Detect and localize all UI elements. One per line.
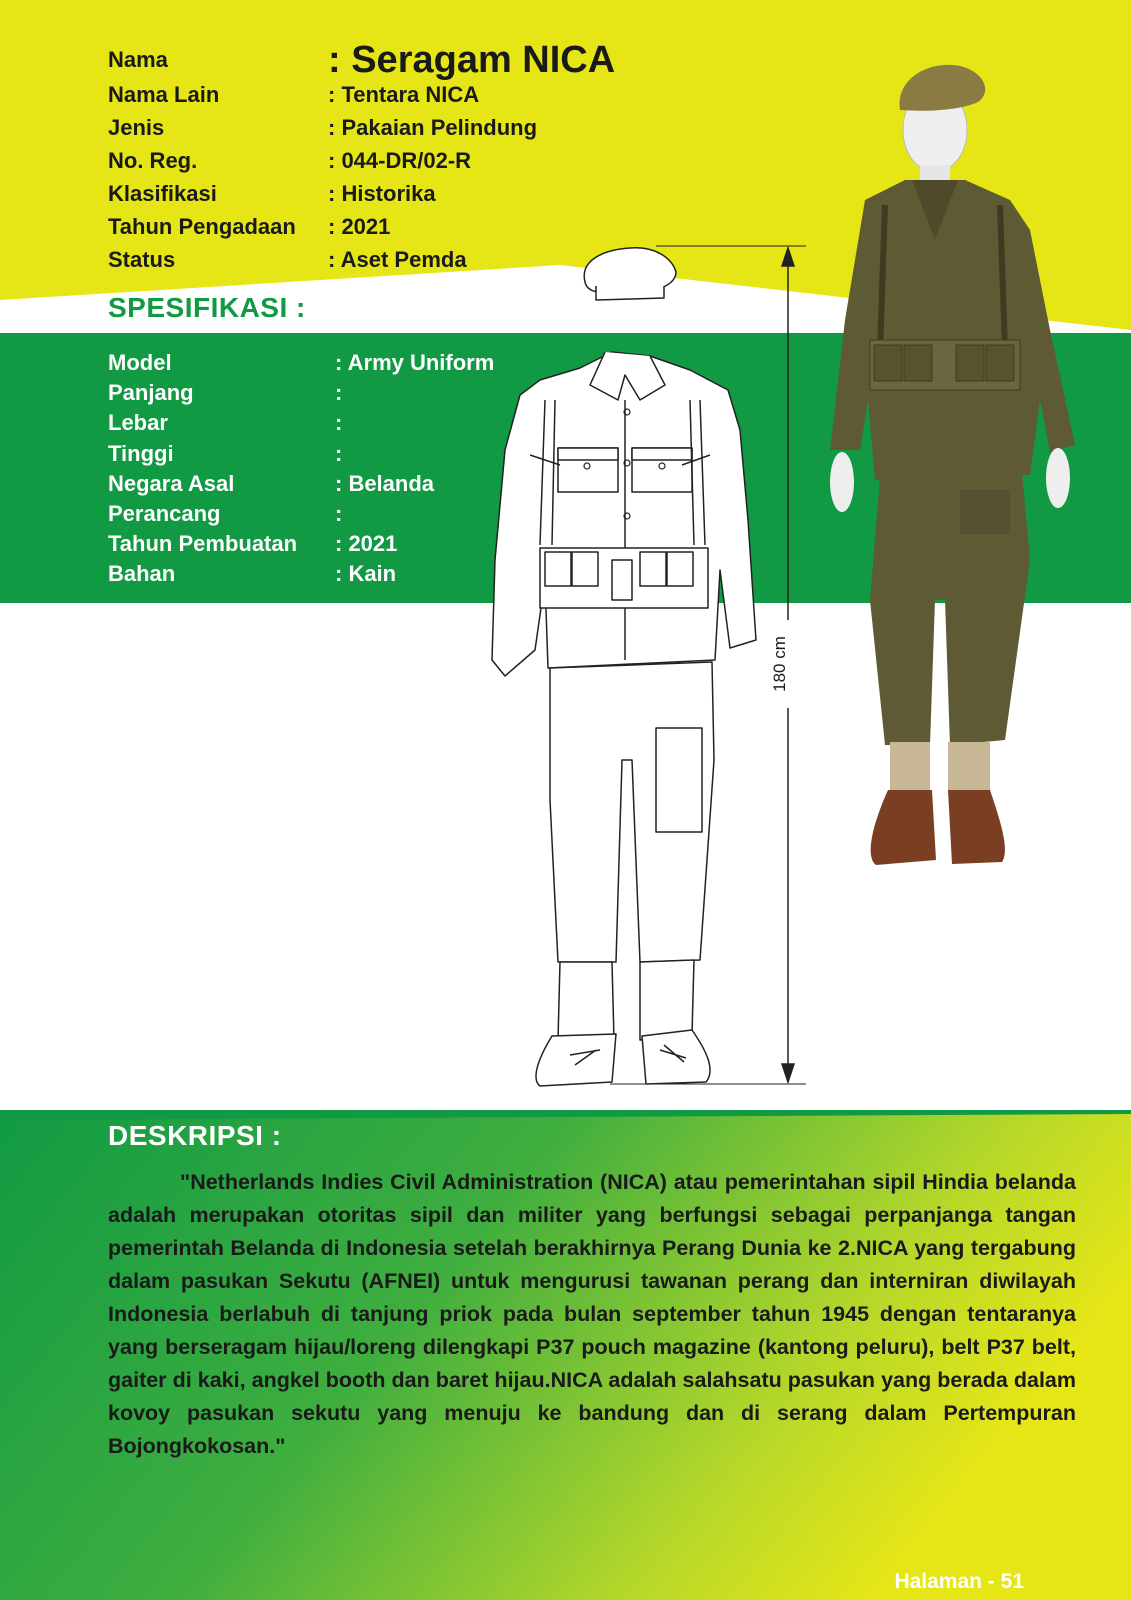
spec-key: Panjang xyxy=(108,380,194,406)
spec-value: : xyxy=(335,501,343,527)
spec-key: Tahun Pembuatan xyxy=(108,531,298,557)
spec-key: Negara Asal xyxy=(108,470,235,496)
spec-key: Tinggi xyxy=(108,440,174,466)
identity-key: Klasifikasi xyxy=(108,180,217,206)
identity-value: : 044-DR/02-R xyxy=(328,147,472,173)
spec-key: Perancang xyxy=(108,501,221,527)
spec-value: : Army Uniform xyxy=(335,350,495,376)
identity-value: : Historika xyxy=(328,180,436,206)
spec-key: Model xyxy=(108,350,172,376)
identity-value: : Tentara NICA xyxy=(328,81,480,107)
identity-key: Jenis xyxy=(108,114,165,140)
identity-key: No. Reg. xyxy=(108,147,198,173)
identity-value: : 2021 xyxy=(328,213,391,239)
spec-key: Lebar xyxy=(108,410,168,436)
spec-value: : 2021 xyxy=(335,531,398,557)
identity-key: Status xyxy=(108,246,176,272)
spec-value: : Kain xyxy=(335,561,397,587)
spec-value: : xyxy=(335,440,343,466)
spec-value: : xyxy=(335,410,343,436)
identity-value: : Aset Pemda xyxy=(328,246,467,272)
spec-value: : xyxy=(335,380,343,406)
page-number: Halaman - 51 xyxy=(894,1570,1024,1593)
height-dimension-label: 180 cm xyxy=(770,636,789,692)
spec-key: Bahan xyxy=(108,561,176,587)
identity-value: : Pakaian Pelindung xyxy=(328,114,538,140)
description-text: "Netherlands Indies Civil Administration (NICA) atau pemerintahan sipil Hindia belanda adalah merupakan otoritas sipil dan militer yang berfungsi sebagai perpanjanga tangan pemerintah Belanda di Indonesia setelah berakhirnya Perang Dunia ke 2.NICA yang tergabung dalam pasukan Sekutu (AFNEI) untuk mengurusi tawanan perang dan interniran diwilayah Indonesia berlabuh di tanjung priok pada bulan september tahun 1945 dengan tentaranya yang berseragam hijau/loreng dilengkapi P37 pouch magazine (kantong peluru), belt P37 belt, gaiter di kaki, angkel booth dan baret hijau.NICA adalah salahsatu pasukan yang berada dalam kovoy pasukan sekutu yang menuju ke bandung dan di serang dalam Pertempuran Bojongkokosan." xyxy=(108,1170,1076,1458)
identity-value: : Seragam NICA xyxy=(328,39,616,81)
identity-key: Nama Lain xyxy=(108,81,220,107)
identity-key: Nama xyxy=(108,47,168,72)
spec-heading: SPESIFIKASI : xyxy=(108,292,306,323)
identity-key: Tahun Pengadaan xyxy=(108,213,296,239)
desc-heading: DESKRIPSI : xyxy=(108,1120,282,1151)
spec-value: : Belanda xyxy=(335,470,435,496)
